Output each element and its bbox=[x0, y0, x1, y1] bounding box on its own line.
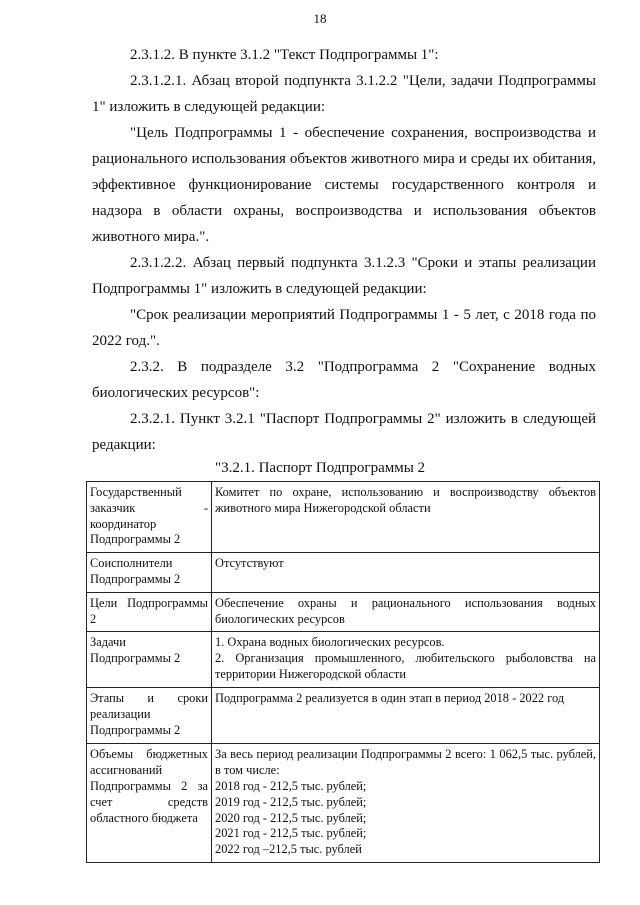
paragraph: 2.3.1.2. В пункте 3.1.2 "Текст Подпрограммы 1": bbox=[130, 47, 439, 63]
passport-table bbox=[86, 481, 600, 863]
value-line: 1. Охрана водных биологических ресурсов. bbox=[215, 635, 445, 650]
value-line: 2019 год - 212,5 тыс. рублей; bbox=[215, 794, 367, 809]
value-line: Комитет по охране, использованию и воспроизводству объектов животного мира Нижегородской области bbox=[215, 485, 596, 515]
row-value bbox=[212, 592, 600, 632]
document-body bbox=[92, 42, 596, 458]
row-value bbox=[212, 744, 600, 863]
value-line: 2. Организация промышленного, любительского рыболовства на территории Нижегородской области bbox=[215, 651, 596, 681]
row-value bbox=[212, 632, 600, 688]
value-line: 2018 год - 212,5 тыс. рублей; bbox=[215, 778, 367, 793]
table-title: "3.2.1. Паспорт Подпрограммы 2 bbox=[214, 460, 426, 476]
row-value bbox=[212, 688, 600, 744]
row-value bbox=[212, 482, 600, 553]
paragraph: "Цель Подпрограммы 1 - обеспечение сохранения, воспроизводства и рационального использования объектов животного мира и среды их обитания, эффективное функционирование системы государственного контроля и надзора в области охраны, воспроизводства и использования объектов животного мира.". bbox=[92, 125, 596, 245]
row-label: Соисполнители Подпрограммы 2 bbox=[87, 553, 212, 593]
row-label: Объемы бюджетных ассигнований Подпрограммы 2 за счет средств областного бюджета bbox=[87, 744, 212, 863]
row-label: Цели Подпрограммы 2 bbox=[87, 592, 212, 632]
paragraph: "Срок реализации мероприятий Подпрограммы 1 - 5 лет, с 2018 года по 2022 год.". bbox=[92, 307, 596, 349]
paragraph: 2.3.2. В подразделе 3.2 "Подпрограмма 2 "Сохранение водных биологических ресурсов": bbox=[92, 359, 596, 401]
row-label: Государственный заказчик - координатор Подпрограммы 2 bbox=[87, 482, 212, 553]
row-label: Этапы и сроки реализации Подпрограммы 2 bbox=[87, 688, 212, 744]
value-line: 2020 год - 212,5 тыс. рублей; bbox=[215, 810, 367, 825]
value-line: За весь период реализации Подпрограммы 2 всего: 1 062,5 тыс. рублей, в том числе: bbox=[215, 747, 596, 778]
paragraph: 2.3.1.2.1. Абзац второй подпункта 3.1.2.2 "Цели, задачи Подпрограммы 1" изложить в следующей редакции: bbox=[92, 73, 596, 115]
row-value bbox=[212, 553, 600, 593]
value-line: Обеспечение охраны и рационального использования водных биологических ресурсов bbox=[215, 595, 596, 626]
table-row bbox=[87, 632, 600, 688]
table-row bbox=[87, 688, 600, 744]
value-line: Подпрограмма 2 реализуется в один этап в период 2018 - 2022 год bbox=[215, 691, 565, 706]
value-line: Отсутствуют bbox=[215, 556, 284, 571]
table-row bbox=[87, 482, 600, 553]
paragraph: 2.3.1.2.2. Абзац первый подпункта 3.1.2.3 "Сроки и этапы реализации Подпрограммы 1" изложить в следующей редакции: bbox=[92, 255, 596, 297]
page-number: 18 bbox=[313, 11, 327, 26]
row-label: Задачи Подпрограммы 2 bbox=[87, 632, 212, 688]
value-line: 2022 год –212,5 тыс. рублей bbox=[215, 842, 362, 857]
table-row bbox=[87, 592, 600, 632]
paragraph: 2.3.2.1. Пункт 3.2.1 "Паспорт Подпрограммы 2" изложить в следующей редакции: bbox=[92, 411, 596, 453]
table-row bbox=[87, 553, 600, 593]
value-line: 2021 год - 212,5 тыс. рублей; bbox=[215, 826, 367, 841]
table-row bbox=[87, 744, 600, 863]
